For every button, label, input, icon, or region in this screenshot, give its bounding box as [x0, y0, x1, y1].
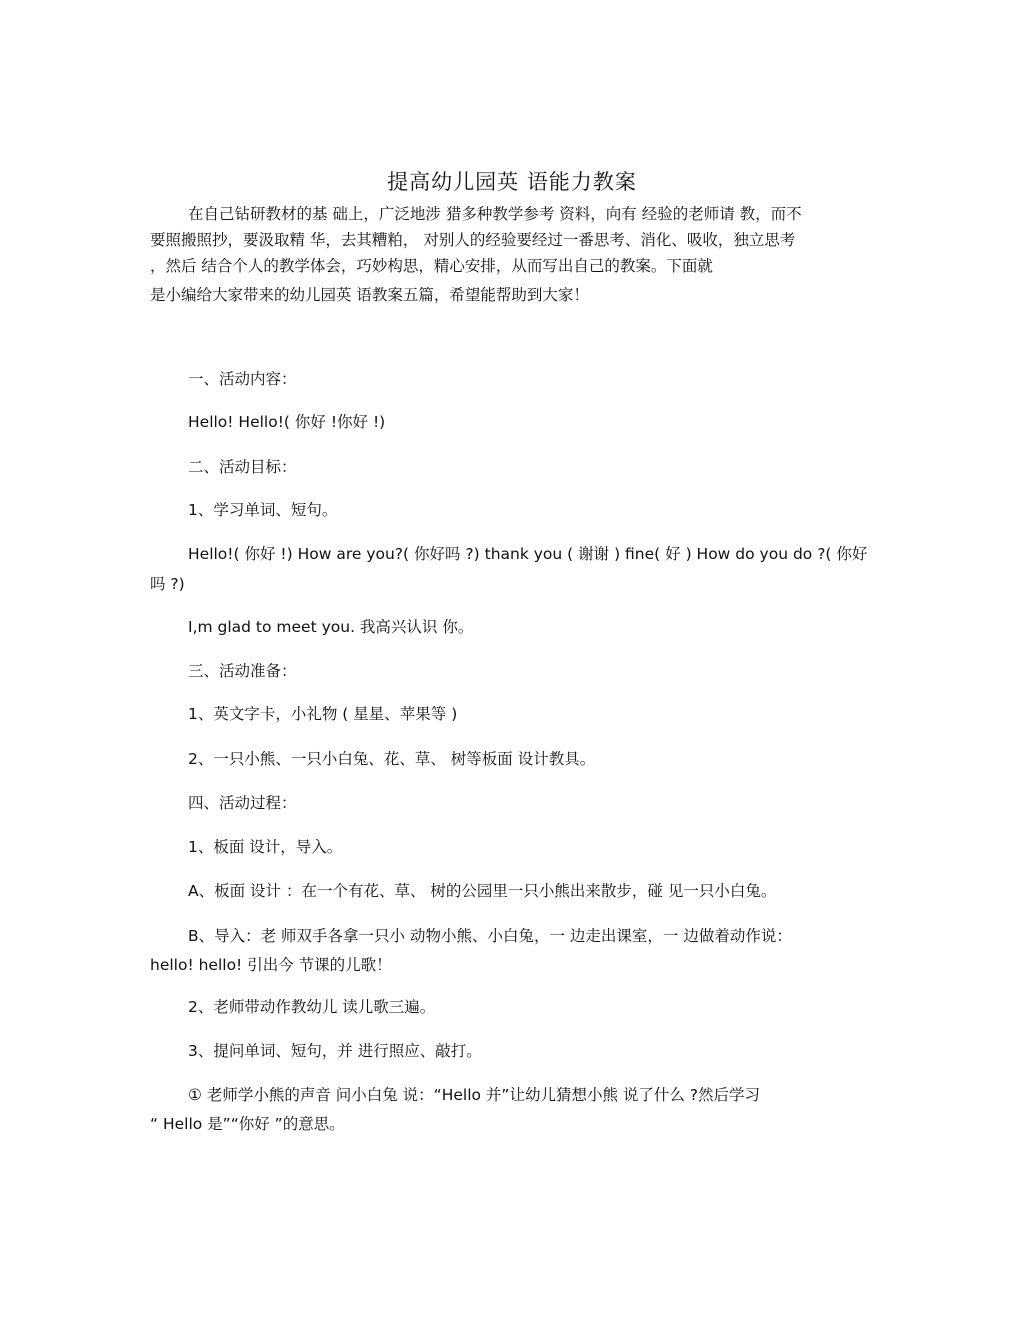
- intro-line-1: 在自己钻研教材的基 础上，广泛地涉 猎多种教学参考 资料，向有 经验的老师请 教，而不: [188, 205, 802, 223]
- body-paragraph: 2、一只小熊、一只小白兔、花、草、 树等板面 设计教具。: [188, 750, 596, 768]
- body-paragraph: A、板面 设计 ：在一个有花、草、 树的公园里一只小熊出来散步，碰 见一只小白兔。: [188, 882, 777, 900]
- intro-line-2: 要照搬照抄，要汲取精 华，去其糟粕， 对别人的经验要经过一番思考、消化、吸收，独立思考: [150, 231, 796, 249]
- section-heading-content: 一、活动内容：: [188, 370, 297, 388]
- body-paragraph: 2、老师带动作教幼儿 读儿歌三遍。: [188, 998, 436, 1016]
- body-paragraph: I,m glad to meet you. 我高兴认识 你。: [188, 618, 474, 636]
- body-paragraph: Hello!( 你好 !) How are you?( 你好吗 ?) thank you ( 谢谢 ) fine( 好 ) How do you do ?( 你好: [188, 545, 868, 563]
- body-paragraph: 1、英文字卡，小礼物 ( 星星、苹果等 ): [188, 705, 458, 723]
- section-heading-goals: 二、活动目标：: [188, 458, 297, 476]
- intro-line-4: 是小编给大家带来的幼儿园英 语教案五篇，希望能帮助到大家！: [150, 286, 589, 304]
- body-paragraph: Hello! Hello!( 你好 !你好 !): [188, 413, 386, 431]
- body-paragraph: “ Hello 是”“你好 ”的意思。: [150, 1115, 345, 1133]
- body-paragraph: 3、提问单词、短句，并 进行照应、敲打。: [188, 1042, 482, 1060]
- body-paragraph: 1、板面 设计，导入。: [188, 838, 343, 856]
- intro-line-3: ，然后 结合个人的教学体会，巧妙构思，精心安排，从而写出自己的教案。下面就: [150, 257, 713, 275]
- body-paragraph: ① 老师学小熊的声音 问小白兔 说：“Hello 并”让幼儿猜想小熊 说了什么 ?然后学习: [188, 1086, 761, 1104]
- document-title: 提高幼儿园英 语能力教案: [387, 170, 637, 194]
- body-paragraph: B、导入：老 师双手各拿一只小 动物小熊、小白兔，一 边走出课室，一 边做着动作说：: [188, 927, 792, 945]
- body-paragraph: hello! hello! 引出今 节课的儿歌！: [150, 956, 392, 974]
- section-heading-preparation: 三、活动准备：: [188, 662, 297, 680]
- body-paragraph: 吗 ?): [150, 575, 185, 593]
- body-paragraph: 1、学习单词、短句。: [188, 501, 338, 519]
- section-heading-process: 四、活动过程：: [188, 794, 297, 812]
